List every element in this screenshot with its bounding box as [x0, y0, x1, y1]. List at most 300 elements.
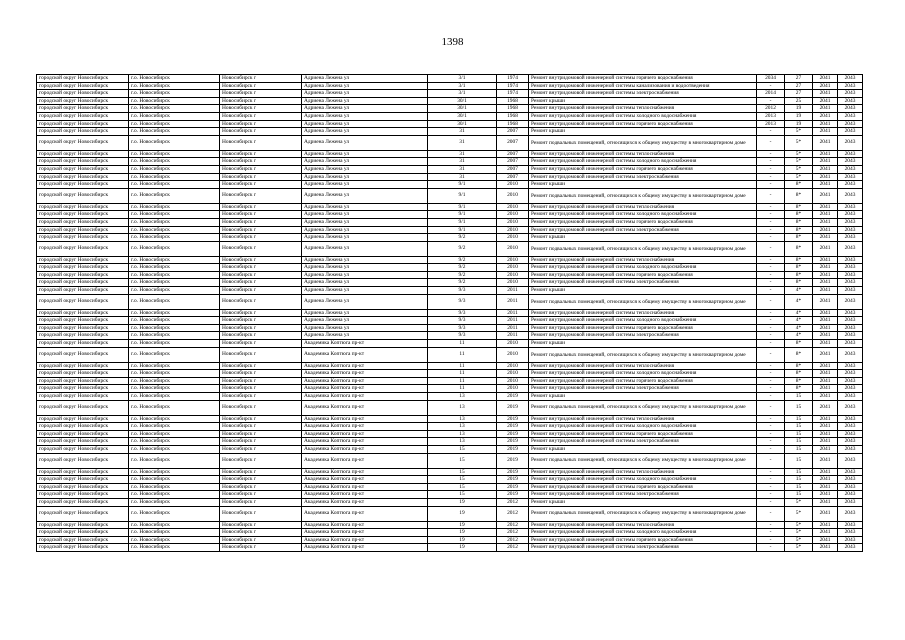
- municipality-cell: городской округ Новосибирск: [37, 506, 129, 521]
- end-year-cell: 2043: [838, 491, 863, 499]
- wear-cell: 8*: [785, 385, 813, 393]
- end-year-cell: 2043: [838, 234, 863, 242]
- municipality-cell: городской округ Новосибирск: [37, 165, 129, 173]
- wear-cell: 4*: [785, 317, 813, 325]
- work-type-cell: Ремонт внутридомовой инженерной системы электроснабжения: [529, 438, 757, 446]
- municipality-cell: городской округ Новосибирск: [37, 362, 129, 370]
- street-cell: Адриена Лежена ул: [302, 218, 428, 226]
- street-cell: Адриена Лежена ул: [302, 324, 428, 332]
- work-type-cell: Ремонт внутридомовой инженерной системы холодного водоснабжения: [529, 264, 757, 272]
- locality-cell: Новосибирск г: [220, 165, 302, 173]
- build-year-cell: 1974: [497, 82, 529, 90]
- street-cell: Адриена Лежена ул: [302, 226, 428, 234]
- locality-cell: Новосибирск г: [220, 158, 302, 166]
- last-repair-cell: -: [757, 536, 785, 544]
- table-row: [37, 393, 863, 401]
- work-type-cell: Ремонт внутридомовой инженерной системы горячего водоснабжения: [529, 165, 757, 173]
- locality-cell: Новосибирск г: [220, 241, 302, 256]
- street-cell: Адриена Лежена ул: [302, 82, 428, 90]
- locality-cell: Новосибирск г: [220, 317, 302, 325]
- start-year-cell: 2041: [813, 173, 838, 181]
- table-row: [37, 347, 863, 362]
- work-type-cell: Ремонт внутридомовой инженерной системы электроснабжения: [529, 544, 757, 552]
- municipality-cell: городской округ Новосибирск: [37, 483, 129, 491]
- house-number-cell: 13: [428, 393, 497, 401]
- house-number-cell: 9/1: [428, 226, 497, 234]
- locality-cell: Новосибирск г: [220, 529, 302, 537]
- build-year-cell: 2010: [497, 226, 529, 234]
- work-type-cell: Ремонт подвальных помещений, относящихся к общему имуществу в многоквартирном доме: [529, 188, 757, 203]
- end-year-cell: 2043: [838, 393, 863, 401]
- last-repair-cell: 2013: [757, 112, 785, 120]
- house-number-cell: 9/1: [428, 181, 497, 189]
- settlement-cell: г.о. Новосибирск: [129, 544, 220, 552]
- work-type-cell: Ремонт внутридомовой инженерной системы холодного водоснабжения: [529, 211, 757, 219]
- work-type-cell: Ремонт внутридомовой инженерной системы горячего водоснабжения: [529, 324, 757, 332]
- table-row: [37, 158, 863, 166]
- street-cell: Адриена Лежена ул: [302, 256, 428, 264]
- house-number-cell: 30/1: [428, 120, 497, 128]
- table-row: [37, 234, 863, 242]
- settlement-cell: г.о. Новосибирск: [129, 218, 220, 226]
- street-cell: Адриена Лежена ул: [302, 158, 428, 166]
- house-number-cell: 19: [428, 521, 497, 529]
- build-year-cell: 2010: [497, 385, 529, 393]
- house-number-cell: 19: [428, 529, 497, 537]
- street-cell: Академика Коптюга пр-кт: [302, 347, 428, 362]
- table-row: [37, 264, 863, 272]
- municipality-cell: городской округ Новосибирск: [37, 211, 129, 219]
- settlement-cell: г.о. Новосибирск: [129, 340, 220, 348]
- start-year-cell: 2041: [813, 165, 838, 173]
- work-type-cell: Ремонт внутридомовой инженерной системы теплоснабжения: [529, 415, 757, 423]
- start-year-cell: 2041: [813, 324, 838, 332]
- end-year-cell: 2043: [838, 75, 863, 83]
- build-year-cell: 2012: [497, 544, 529, 552]
- municipality-cell: городской округ Новосибирск: [37, 476, 129, 484]
- last-repair-cell: -: [757, 317, 785, 325]
- table-row: [37, 165, 863, 173]
- table-row: [37, 188, 863, 203]
- street-cell: Адриена Лежена ул: [302, 294, 428, 309]
- end-year-cell: 2043: [838, 347, 863, 362]
- last-repair-cell: -: [757, 324, 785, 332]
- build-year-cell: 2012: [497, 521, 529, 529]
- work-type-cell: Ремонт подвальных помещений, относящихся к общему имуществу в многоквартирном доме: [529, 294, 757, 309]
- start-year-cell: 2041: [813, 453, 838, 468]
- wear-cell: 8*: [785, 362, 813, 370]
- locality-cell: Новосибирск г: [220, 438, 302, 446]
- street-cell: Академика Коптюга пр-кт: [302, 506, 428, 521]
- settlement-cell: г.о. Новосибирск: [129, 287, 220, 295]
- build-year-cell: 2011: [497, 332, 529, 340]
- wear-cell: 5*: [785, 544, 813, 552]
- wear-cell: 8*: [785, 377, 813, 385]
- build-year-cell: 2019: [497, 483, 529, 491]
- municipality-cell: городской округ Новосибирск: [37, 135, 129, 150]
- work-type-cell: Ремонт внутридомовой инженерной системы электроснабжения: [529, 385, 757, 393]
- build-year-cell: 2010: [497, 347, 529, 362]
- locality-cell: Новосибирск г: [220, 82, 302, 90]
- last-repair-cell: -: [757, 468, 785, 476]
- last-repair-cell: -: [757, 294, 785, 309]
- street-cell: Адриена Лежена ул: [302, 234, 428, 242]
- work-type-cell: Ремонт внутридомовой инженерной системы холодного водоснабжения: [529, 423, 757, 431]
- table-row: [37, 75, 863, 83]
- house-number-cell: 30/1: [428, 105, 497, 113]
- wear-cell: 5*: [785, 536, 813, 544]
- house-number-cell: 15: [428, 476, 497, 484]
- locality-cell: Новосибирск г: [220, 128, 302, 136]
- end-year-cell: 2043: [838, 438, 863, 446]
- build-year-cell: 2010: [497, 218, 529, 226]
- street-cell: Адриена Лежена ул: [302, 128, 428, 136]
- street-cell: Академика Коптюга пр-кт: [302, 445, 428, 453]
- work-type-cell: Ремонт внутридомовой инженерной системы электроснабжения: [529, 226, 757, 234]
- end-year-cell: 2043: [838, 400, 863, 415]
- wear-cell: 4*: [785, 324, 813, 332]
- build-year-cell: 2010: [497, 181, 529, 189]
- last-repair-cell: -: [757, 135, 785, 150]
- house-number-cell: 30/1: [428, 97, 497, 105]
- work-type-cell: Ремонт внутридомовой инженерной системы теплоснабжения: [529, 309, 757, 317]
- house-number-cell: 3/1: [428, 75, 497, 83]
- last-repair-cell: -: [757, 158, 785, 166]
- start-year-cell: 2041: [813, 340, 838, 348]
- locality-cell: Новосибирск г: [220, 506, 302, 521]
- street-cell: Академика Коптюга пр-кт: [302, 385, 428, 393]
- end-year-cell: 2043: [838, 264, 863, 272]
- wear-cell: 5*: [785, 529, 813, 537]
- house-number-cell: 15: [428, 453, 497, 468]
- work-type-cell: Ремонт крыши: [529, 498, 757, 506]
- locality-cell: Новосибирск г: [220, 400, 302, 415]
- work-type-cell: Ремонт крыши: [529, 234, 757, 242]
- end-year-cell: 2043: [838, 181, 863, 189]
- locality-cell: Новосибирск г: [220, 521, 302, 529]
- wear-cell: 15: [785, 483, 813, 491]
- end-year-cell: 2043: [838, 150, 863, 158]
- wear-cell: 8*: [785, 203, 813, 211]
- settlement-cell: г.о. Новосибирск: [129, 377, 220, 385]
- work-type-cell: Ремонт крыши: [529, 287, 757, 295]
- last-repair-cell: -: [757, 370, 785, 378]
- wear-cell: 5*: [785, 173, 813, 181]
- table-row: [37, 445, 863, 453]
- street-cell: Адриена Лежена ул: [302, 287, 428, 295]
- locality-cell: Новосибирск г: [220, 188, 302, 203]
- settlement-cell: г.о. Новосибирск: [129, 135, 220, 150]
- build-year-cell: 2019: [497, 491, 529, 499]
- last-repair-cell: -: [757, 82, 785, 90]
- settlement-cell: г.о. Новосибирск: [129, 498, 220, 506]
- municipality-cell: городской округ Новосибирск: [37, 445, 129, 453]
- settlement-cell: г.о. Новосибирск: [129, 90, 220, 98]
- house-number-cell: 9/3: [428, 324, 497, 332]
- end-year-cell: 2043: [838, 309, 863, 317]
- wear-cell: 5*: [785, 165, 813, 173]
- locality-cell: Новосибирск г: [220, 271, 302, 279]
- work-type-cell: Ремонт внутридомовой инженерной системы горячего водоснабжения: [529, 75, 757, 83]
- street-cell: Академика Коптюга пр-кт: [302, 521, 428, 529]
- settlement-cell: г.о. Новосибирск: [129, 332, 220, 340]
- build-year-cell: 2019: [497, 468, 529, 476]
- start-year-cell: 2041: [813, 468, 838, 476]
- locality-cell: Новосибирск г: [220, 105, 302, 113]
- last-repair-cell: -: [757, 529, 785, 537]
- build-year-cell: 2011: [497, 324, 529, 332]
- table-row: [37, 279, 863, 287]
- table-row: [37, 218, 863, 226]
- work-type-cell: Ремонт внутридомовой инженерной системы электроснабжения: [529, 90, 757, 98]
- locality-cell: Новосибирск г: [220, 256, 302, 264]
- start-year-cell: 2041: [813, 385, 838, 393]
- locality-cell: Новосибирск г: [220, 218, 302, 226]
- work-type-cell: Ремонт внутридомовой инженерной системы горячего водоснабжения: [529, 536, 757, 544]
- last-repair-cell: -: [757, 385, 785, 393]
- house-number-cell: 3/1: [428, 82, 497, 90]
- table-row: [37, 173, 863, 181]
- build-year-cell: 2019: [497, 453, 529, 468]
- table-row: [37, 309, 863, 317]
- locality-cell: Новосибирск г: [220, 491, 302, 499]
- last-repair-cell: -: [757, 234, 785, 242]
- municipality-cell: городской округ Новосибирск: [37, 203, 129, 211]
- build-year-cell: 2011: [497, 309, 529, 317]
- municipality-cell: городской округ Новосибирск: [37, 324, 129, 332]
- table-row: [37, 340, 863, 348]
- house-number-cell: 9/3: [428, 309, 497, 317]
- end-year-cell: 2043: [838, 468, 863, 476]
- municipality-cell: городской округ Новосибирск: [37, 370, 129, 378]
- start-year-cell: 2041: [813, 158, 838, 166]
- start-year-cell: 2041: [813, 362, 838, 370]
- municipality-cell: городской округ Новосибирск: [37, 256, 129, 264]
- end-year-cell: 2043: [838, 97, 863, 105]
- wear-cell: 8*: [785, 211, 813, 219]
- municipality-cell: городской округ Новосибирск: [37, 90, 129, 98]
- settlement-cell: г.о. Новосибирск: [129, 279, 220, 287]
- house-number-cell: 9/2: [428, 234, 497, 242]
- wear-cell: 5*: [785, 135, 813, 150]
- locality-cell: Новосибирск г: [220, 120, 302, 128]
- municipality-cell: городской округ Новосибирск: [37, 82, 129, 90]
- locality-cell: Новосибирск г: [220, 332, 302, 340]
- table-row: [37, 529, 863, 537]
- table-row: [37, 536, 863, 544]
- end-year-cell: 2043: [838, 165, 863, 173]
- table-row: [37, 135, 863, 150]
- municipality-cell: городской округ Новосибирск: [37, 430, 129, 438]
- house-number-cell: 3/1: [428, 90, 497, 98]
- municipality-cell: городской округ Новосибирск: [37, 529, 129, 537]
- work-type-cell: Ремонт крыши: [529, 97, 757, 105]
- table-row: [37, 150, 863, 158]
- last-repair-cell: -: [757, 521, 785, 529]
- municipality-cell: городской округ Новосибирск: [37, 105, 129, 113]
- start-year-cell: 2041: [813, 529, 838, 537]
- end-year-cell: 2043: [838, 324, 863, 332]
- street-cell: Адриена Лежена ул: [302, 165, 428, 173]
- street-cell: Адриена Лежена ул: [302, 279, 428, 287]
- house-number-cell: 9/2: [428, 271, 497, 279]
- table-row: [37, 483, 863, 491]
- locality-cell: Новосибирск г: [220, 234, 302, 242]
- start-year-cell: 2041: [813, 423, 838, 431]
- last-repair-cell: -: [757, 150, 785, 158]
- build-year-cell: 2019: [497, 423, 529, 431]
- locality-cell: Новосибирск г: [220, 340, 302, 348]
- table-row: [37, 438, 863, 446]
- municipality-cell: городской округ Новосибирск: [37, 287, 129, 295]
- street-cell: Академика Коптюга пр-кт: [302, 415, 428, 423]
- municipality-cell: городской округ Новосибирск: [37, 158, 129, 166]
- table-row: [37, 506, 863, 521]
- house-number-cell: 13: [428, 400, 497, 415]
- wear-cell: 15: [785, 491, 813, 499]
- start-year-cell: 2041: [813, 498, 838, 506]
- work-type-cell: Ремонт внутридомовой инженерной системы теплоснабжения: [529, 150, 757, 158]
- house-number-cell: 9/2: [428, 279, 497, 287]
- end-year-cell: 2043: [838, 453, 863, 468]
- build-year-cell: 2011: [497, 287, 529, 295]
- start-year-cell: 2041: [813, 317, 838, 325]
- street-cell: Академика Коптюга пр-кт: [302, 536, 428, 544]
- locality-cell: Новосибирск г: [220, 536, 302, 544]
- wear-cell: 5*: [785, 158, 813, 166]
- street-cell: Академика Коптюга пр-кт: [302, 438, 428, 446]
- house-number-cell: 15: [428, 491, 497, 499]
- end-year-cell: 2043: [838, 370, 863, 378]
- start-year-cell: 2041: [813, 211, 838, 219]
- work-type-cell: Ремонт внутридомовой инженерной системы электроснабжения: [529, 173, 757, 181]
- work-type-cell: Ремонт внутридомовой инженерной системы холодного водоснабжения: [529, 370, 757, 378]
- last-repair-cell: -: [757, 309, 785, 317]
- locality-cell: Новосибирск г: [220, 544, 302, 552]
- settlement-cell: г.о. Новосибирск: [129, 150, 220, 158]
- end-year-cell: 2043: [838, 287, 863, 295]
- settlement-cell: г.о. Новосибирск: [129, 324, 220, 332]
- settlement-cell: г.о. Новосибирск: [129, 415, 220, 423]
- wear-cell: 19: [785, 105, 813, 113]
- settlement-cell: г.о. Новосибирск: [129, 370, 220, 378]
- last-repair-cell: -: [757, 415, 785, 423]
- start-year-cell: 2041: [813, 264, 838, 272]
- work-type-cell: Ремонт крыши: [529, 128, 757, 136]
- work-type-cell: Ремонт внутридомовой инженерной системы холодного водоснабжения: [529, 317, 757, 325]
- start-year-cell: 2041: [813, 483, 838, 491]
- wear-cell: 5*: [785, 128, 813, 136]
- table-row: [37, 294, 863, 309]
- build-year-cell: 2019: [497, 445, 529, 453]
- work-type-cell: Ремонт внутридомовой инженерной системы холодного водоснабжения: [529, 158, 757, 166]
- work-type-cell: Ремонт внутридомовой инженерной системы горячего водоснабжения: [529, 377, 757, 385]
- build-year-cell: 2019: [497, 430, 529, 438]
- settlement-cell: г.о. Новосибирск: [129, 256, 220, 264]
- settlement-cell: г.о. Новосибирск: [129, 309, 220, 317]
- build-year-cell: 2012: [497, 529, 529, 537]
- street-cell: Адриена Лежена ул: [302, 188, 428, 203]
- street-cell: Адриена Лежена ул: [302, 309, 428, 317]
- house-number-cell: 9/3: [428, 332, 497, 340]
- start-year-cell: 2041: [813, 544, 838, 552]
- street-cell: Адриена Лежена ул: [302, 181, 428, 189]
- start-year-cell: 2041: [813, 332, 838, 340]
- locality-cell: Новосибирск г: [220, 385, 302, 393]
- end-year-cell: 2043: [838, 506, 863, 521]
- settlement-cell: г.о. Новосибирск: [129, 294, 220, 309]
- build-year-cell: 1974: [497, 75, 529, 83]
- build-year-cell: 2010: [497, 264, 529, 272]
- build-year-cell: 2010: [497, 279, 529, 287]
- end-year-cell: 2043: [838, 128, 863, 136]
- wear-cell: 15: [785, 453, 813, 468]
- street-cell: Академика Коптюга пр-кт: [302, 544, 428, 552]
- start-year-cell: 2041: [813, 506, 838, 521]
- build-year-cell: 2010: [497, 241, 529, 256]
- locality-cell: Новосибирск г: [220, 264, 302, 272]
- end-year-cell: 2043: [838, 332, 863, 340]
- end-year-cell: 2043: [838, 529, 863, 537]
- start-year-cell: 2041: [813, 536, 838, 544]
- wear-cell: 8*: [785, 218, 813, 226]
- last-repair-cell: -: [757, 211, 785, 219]
- house-number-cell: 31: [428, 165, 497, 173]
- start-year-cell: 2041: [813, 135, 838, 150]
- municipality-cell: городской округ Новосибирск: [37, 173, 129, 181]
- municipality-cell: городской округ Новосибирск: [37, 438, 129, 446]
- wear-cell: 8*: [785, 271, 813, 279]
- locality-cell: Новосибирск г: [220, 377, 302, 385]
- work-type-cell: Ремонт подвальных помещений, относящихся к общему имуществу в многоквартирном доме: [529, 241, 757, 256]
- end-year-cell: 2043: [838, 82, 863, 90]
- start-year-cell: 2041: [813, 445, 838, 453]
- house-number-cell: 15: [428, 483, 497, 491]
- start-year-cell: 2041: [813, 271, 838, 279]
- wear-cell: 8*: [785, 256, 813, 264]
- locality-cell: Новосибирск г: [220, 90, 302, 98]
- table-body: [37, 75, 863, 552]
- locality-cell: Новосибирск г: [220, 476, 302, 484]
- table-row: [37, 90, 863, 98]
- settlement-cell: г.о. Новосибирск: [129, 112, 220, 120]
- settlement-cell: г.о. Новосибирск: [129, 445, 220, 453]
- locality-cell: Новосибирск г: [220, 112, 302, 120]
- last-repair-cell: -: [757, 181, 785, 189]
- end-year-cell: 2043: [838, 158, 863, 166]
- settlement-cell: г.о. Новосибирск: [129, 536, 220, 544]
- house-number-cell: 15: [428, 445, 497, 453]
- wear-cell: 8*: [785, 347, 813, 362]
- municipality-cell: городской округ Новосибирск: [37, 415, 129, 423]
- start-year-cell: 2041: [813, 90, 838, 98]
- end-year-cell: 2043: [838, 362, 863, 370]
- municipality-cell: городской округ Новосибирск: [37, 385, 129, 393]
- locality-cell: Новосибирск г: [220, 97, 302, 105]
- start-year-cell: 2041: [813, 287, 838, 295]
- work-type-cell: Ремонт внутридомовой инженерной системы горячего водоснабжения: [529, 483, 757, 491]
- end-year-cell: 2043: [838, 536, 863, 544]
- build-year-cell: 2010: [497, 211, 529, 219]
- table-row: [37, 332, 863, 340]
- end-year-cell: 2043: [838, 377, 863, 385]
- work-type-cell: Ремонт внутридомовой инженерной системы горячего водоснабжения: [529, 430, 757, 438]
- locality-cell: Новосибирск г: [220, 279, 302, 287]
- locality-cell: Новосибирск г: [220, 445, 302, 453]
- municipality-cell: городской округ Новосибирск: [37, 128, 129, 136]
- build-year-cell: 2007: [497, 165, 529, 173]
- street-cell: Адриена Лежена ул: [302, 241, 428, 256]
